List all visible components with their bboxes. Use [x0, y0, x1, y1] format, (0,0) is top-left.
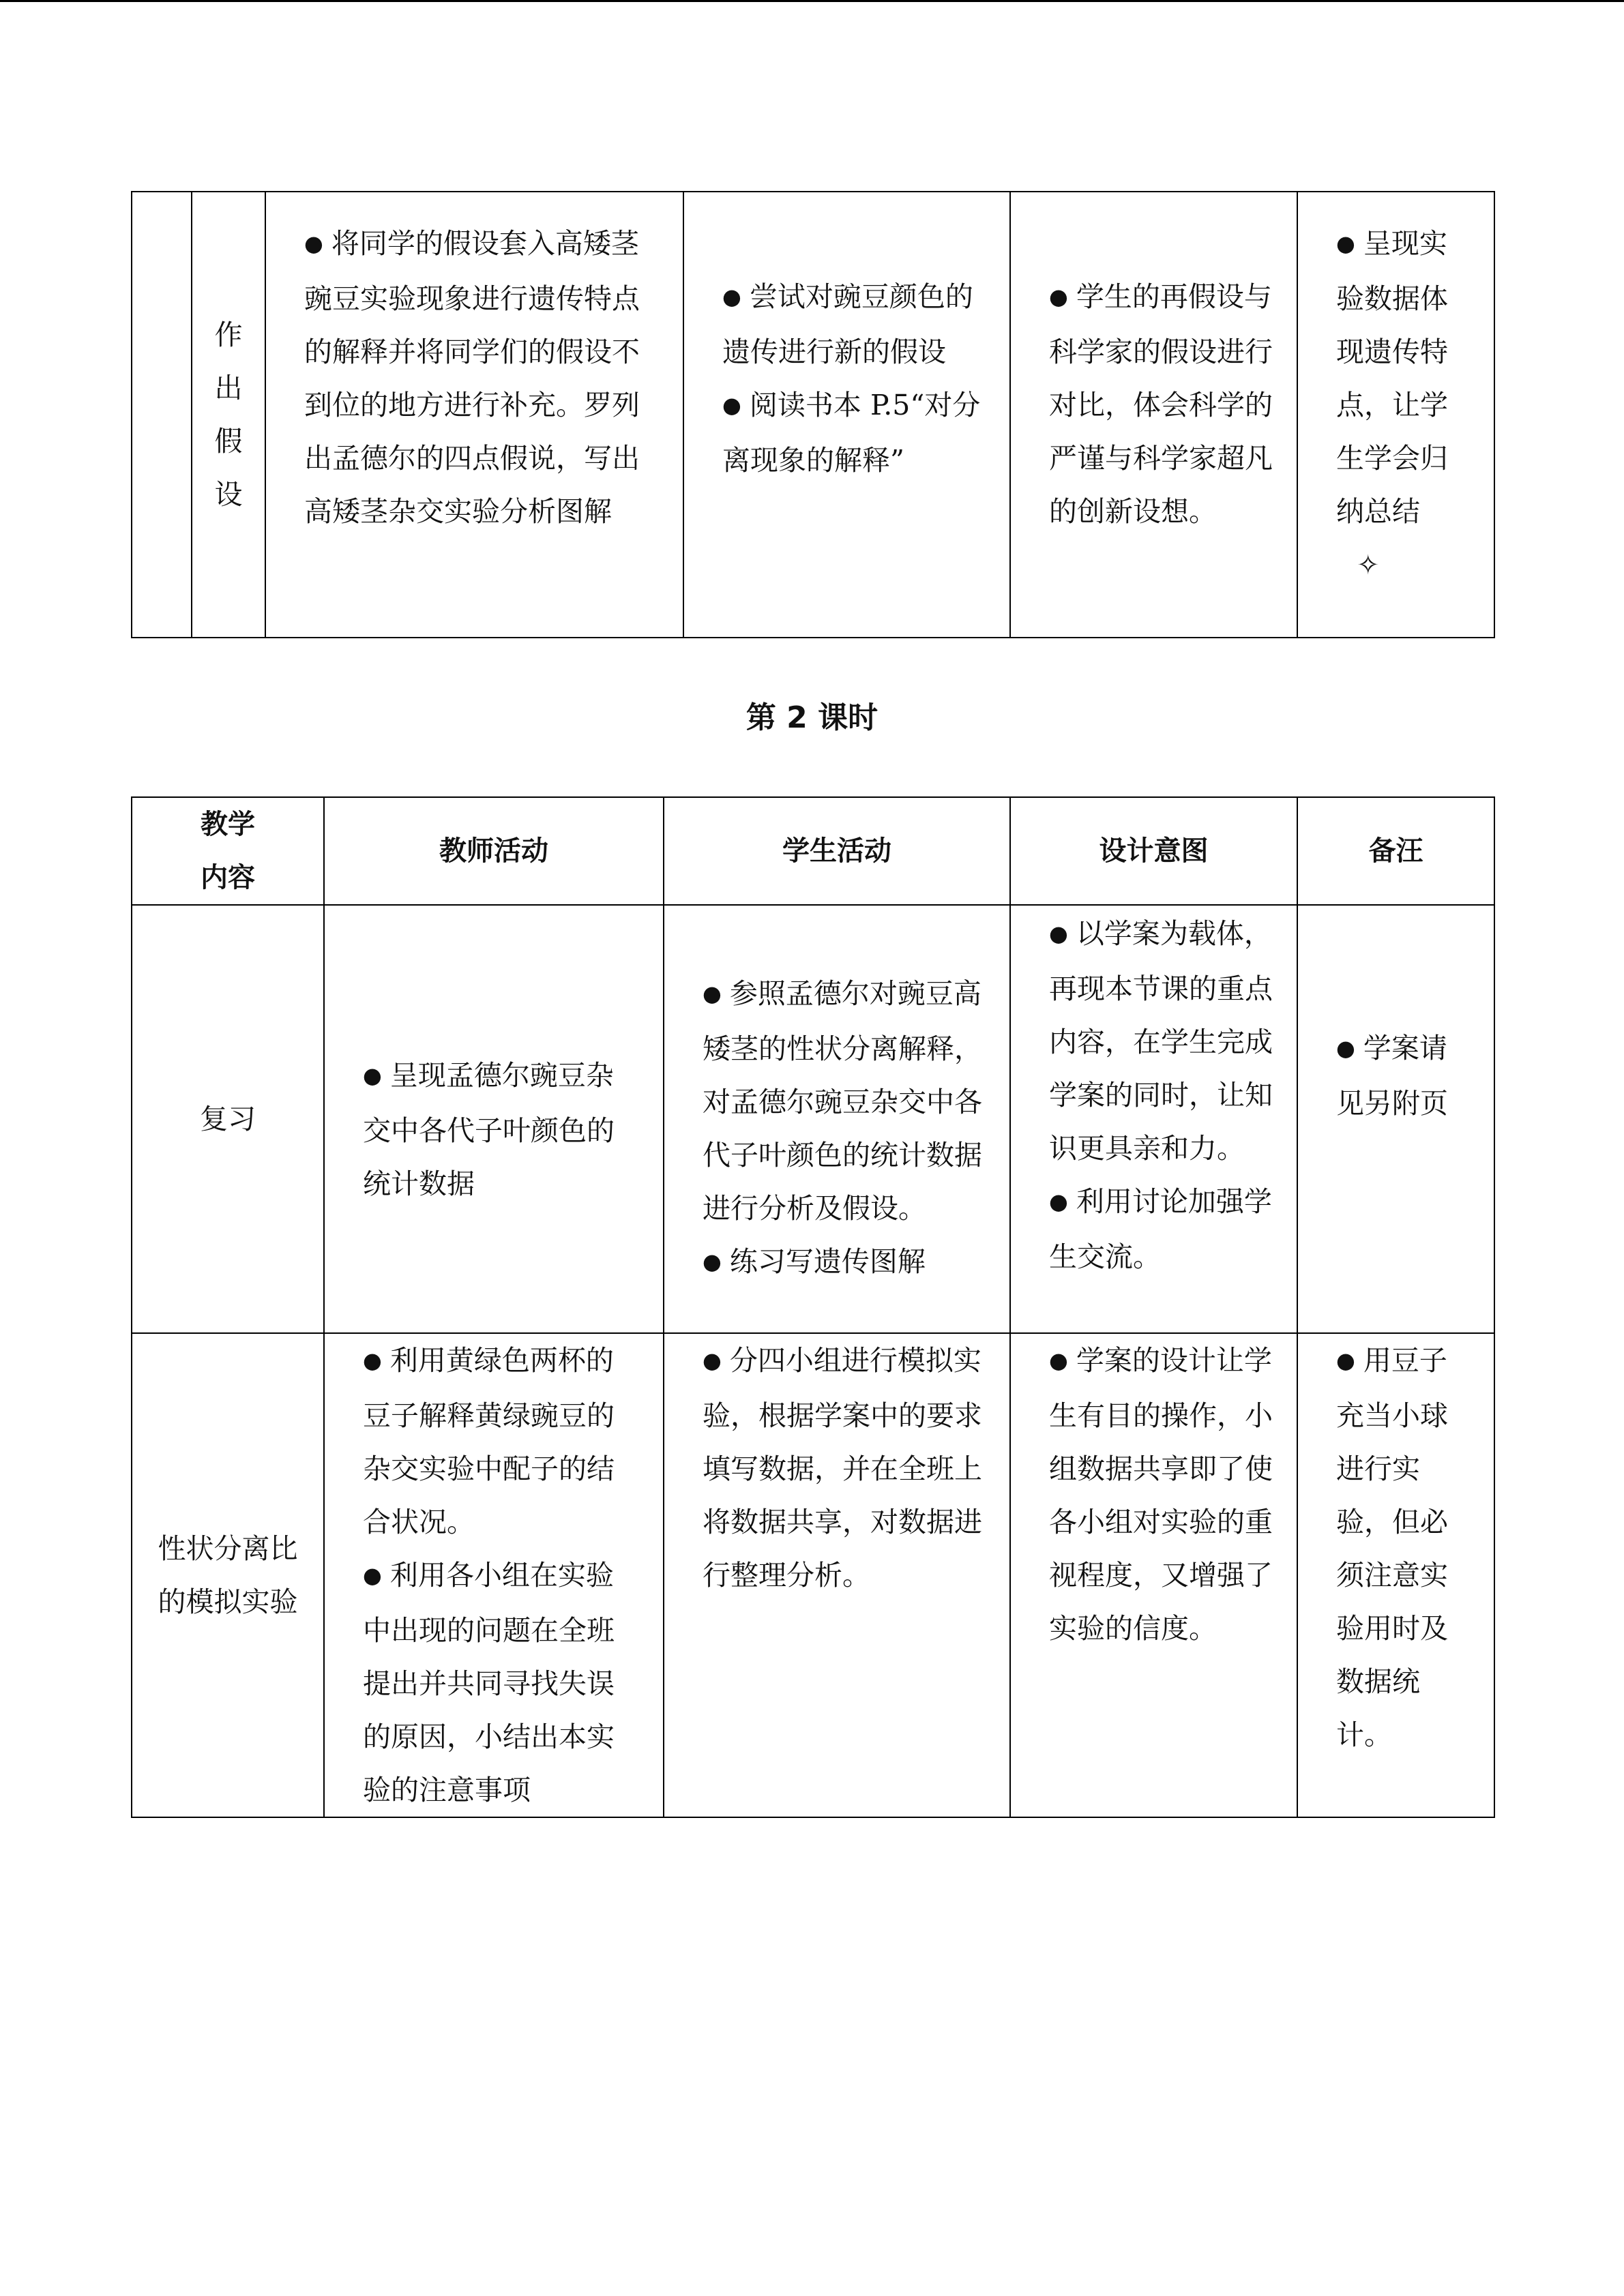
remarks-text: 用豆子充当小球进行实验，但必须注意实验用时及数据统计。 — [1336, 1344, 1448, 1751]
design-intent-text: 利用讨论加强学生交流。 — [1049, 1185, 1272, 1273]
student-activity-text: 阅读书本 P.5“对分离现象的解释” — [722, 389, 981, 477]
table-row — [132, 905, 1494, 1333]
header-teaching-content-line2: 内容 — [201, 862, 255, 893]
student-activity-text: 练习写遗传图解 — [729, 1245, 926, 1278]
header-remarks: 备汪 — [1297, 797, 1494, 905]
bullet-icon: ● — [1336, 1035, 1355, 1061]
section-title: 第 2 课时 — [745, 700, 879, 735]
bullet-icon: ● — [703, 1249, 722, 1274]
row-label-char: 设 — [214, 478, 243, 511]
design-intent-cell — [1010, 1333, 1297, 1817]
bullet-icon: ● — [703, 981, 722, 1007]
student-activity-text: 分四小组进行模拟实验，根据学案中的要求填写数据，并在全班上将数据共享，对数据进行整理分析。 — [703, 1344, 982, 1592]
student-activity-cell — [683, 192, 1010, 638]
teacher-activity-cell — [324, 905, 664, 1333]
remarks-text: 学案请见另附页 — [1336, 1032, 1448, 1120]
teacher-activity-text: 利用黄绿色两杯的豆子解释黄绿豌豆的杂交实验中配子的结合状况。 — [363, 1344, 615, 1538]
row-label-char: 出 — [214, 372, 243, 404]
bullet-icon: ● — [363, 1347, 382, 1373]
design-intent-cell — [1010, 905, 1297, 1333]
bullet-icon: ● — [1336, 1347, 1355, 1373]
student-activity-text: 参照孟德尔对豌豆高矮茎的性状分离解释，对孟德尔豌豆杂交中各代子叶颜色的统计数据进行分析及假设。 — [703, 977, 982, 1225]
bullet-icon: ● — [363, 1062, 382, 1088]
design-intent-text: 学生的再假设与科学家的假设进行对比，体会科学的严谨与科学家超凡的创新设想。 — [1049, 280, 1273, 528]
content-cell-review: 复习 — [132, 905, 324, 1333]
lesson1-continued-table — [131, 191, 1495, 638]
table-row — [132, 1333, 1494, 1817]
teacher-activity-text: 将同学的假设套入高矮茎豌豆实验现象进行遗传特点的解释并将同学们的假设不到位的地方进行补充。罗列出孟德尔的四点假说，写出高矮茎杂交实验分析图解 — [304, 227, 640, 528]
bullet-icon: ● — [1049, 921, 1068, 946]
blank-first-column-cell — [132, 192, 192, 638]
bullet-icon: ● — [703, 1347, 722, 1373]
bullet-icon: ● — [1049, 284, 1068, 310]
bullet-icon: ● — [1049, 1189, 1068, 1214]
remarks-cell — [1297, 1333, 1494, 1817]
sparkle-icon: ✧ — [1357, 550, 1380, 581]
remarks-cell — [1297, 192, 1494, 638]
student-activity-text: 尝试对豌豆颜色的遗传进行新的假设 — [722, 280, 973, 368]
header-teaching-content-line1: 教学 — [201, 809, 255, 840]
header-teacher-activity: 教师活动 — [324, 797, 664, 905]
teacher-activity-cell — [324, 1333, 664, 1817]
teacher-activity-text: 呈现孟德尔豌豆杂交中各代子叶颜色的统计数据 — [363, 1059, 615, 1200]
row-label-hypothesis — [192, 192, 265, 638]
header-design-intent: 设计意图 — [1010, 797, 1297, 905]
bullet-icon: ● — [304, 230, 323, 256]
student-activity-cell — [664, 1333, 1010, 1817]
page-top-rule — [0, 0, 1624, 2]
bullet-icon: ● — [722, 392, 741, 418]
row-label-char: 假 — [214, 425, 243, 458]
bullet-icon: ● — [363, 1562, 382, 1588]
teacher-activity-cell — [265, 192, 683, 638]
teacher-activity-text: 利用各小组在实验中出现的问题在全班提出并共同寻找失误的原因，小结出本实验的注意事项 — [363, 1559, 615, 1806]
lesson2-table — [131, 796, 1495, 1818]
remarks-text: 呈现实验数据体现遗传特点，让学生学会归纳总结 — [1336, 227, 1448, 528]
header-student-activity: 学生活动 — [664, 797, 1010, 905]
design-intent-text: 以学案为载体，再现本节课的重点内容，在学生完成学案的同时，让知识更具亲和力。 — [1049, 917, 1273, 1165]
design-intent-cell — [1010, 192, 1297, 638]
row-label-char: 作 — [214, 318, 243, 351]
student-activity-cell — [664, 905, 1010, 1333]
remarks-cell — [1297, 905, 1494, 1333]
bullet-icon: ● — [1049, 1347, 1068, 1373]
bullet-icon: ● — [1336, 230, 1355, 256]
bullet-icon: ● — [722, 284, 741, 310]
header-teaching-content — [132, 797, 324, 905]
design-intent-text: 学案的设计让学生有目的操作，小组数据共享即了使各小组对实验的重视程度，又增强了实验的信度。 — [1049, 1344, 1273, 1645]
content-cell-simulation: 性状分离比的模拟实验 — [132, 1333, 324, 1817]
